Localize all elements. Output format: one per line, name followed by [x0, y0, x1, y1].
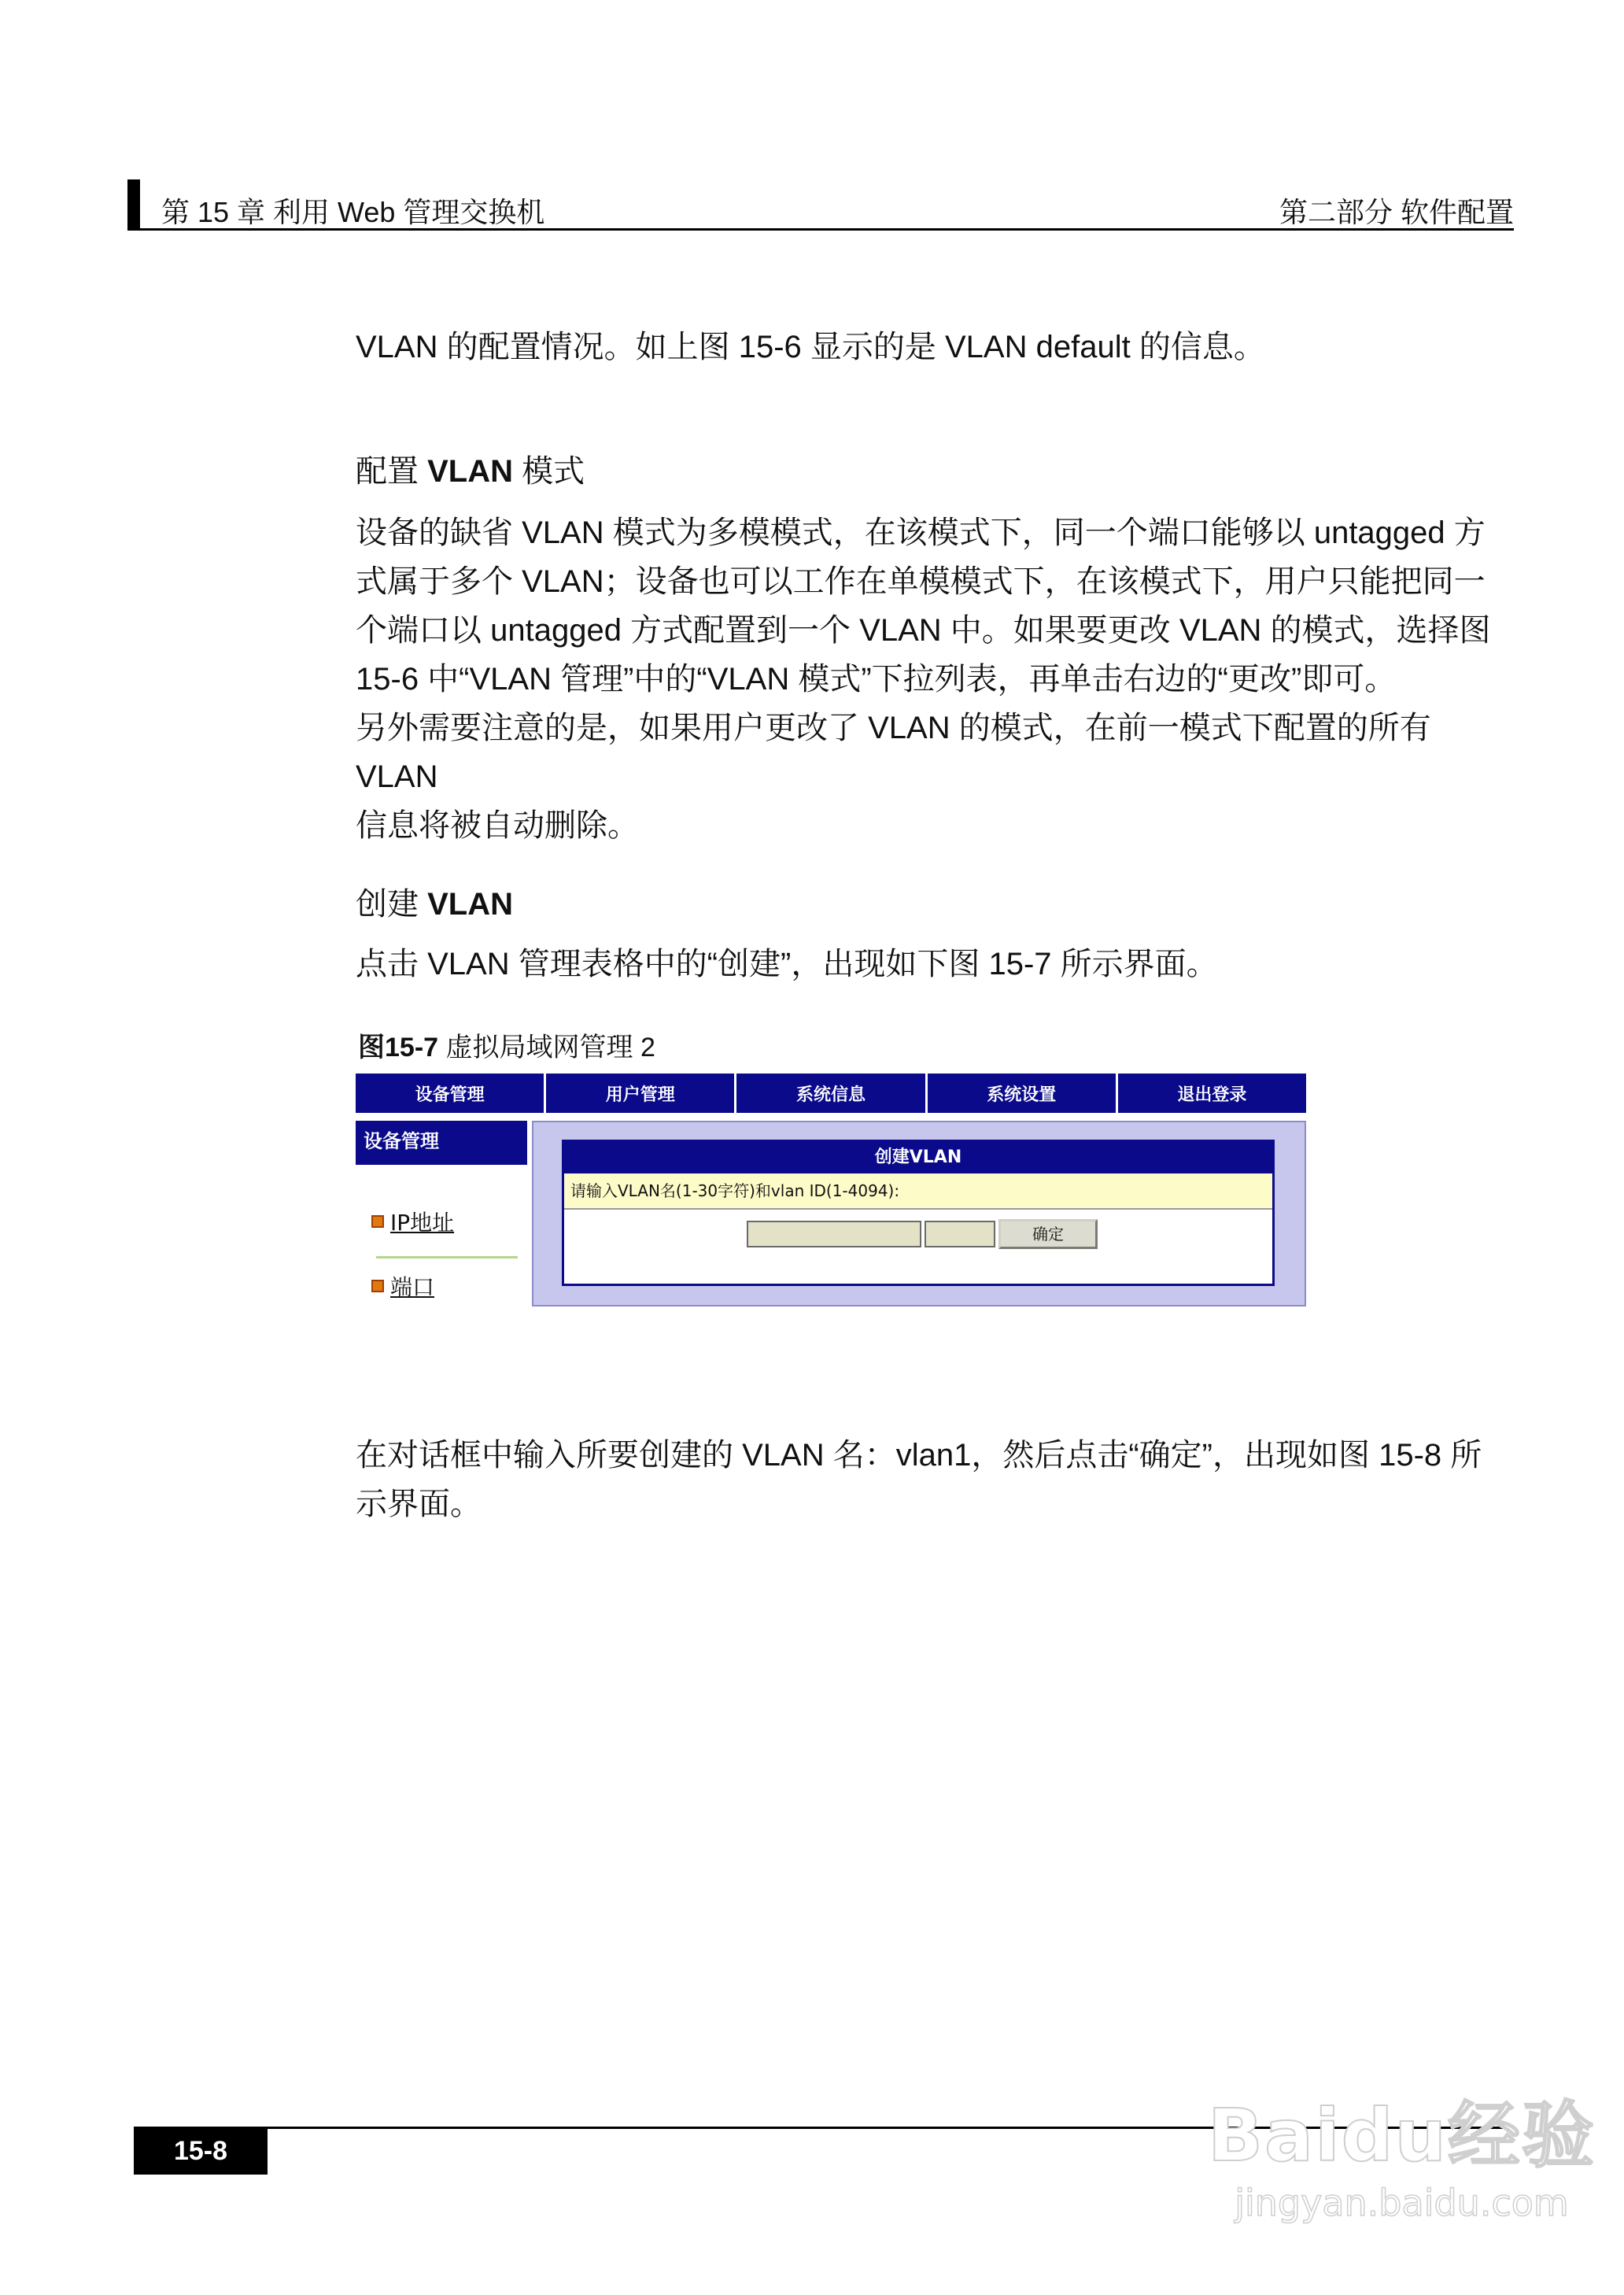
section-title-create-vlan: 创建 VLAN — [356, 887, 514, 922]
section-title-vlan-mode: 配置 VLAN 模式 — [356, 454, 585, 489]
header-bar — [127, 179, 140, 228]
dialog-title: 创建VLAN — [564, 1142, 1272, 1173]
intro-paragraph: VLAN 的配置情况。如上图 15-6 显示的是 VLAN default 的信息。 — [356, 330, 1265, 364]
watermark-url: jingyan.baidu.com — [1235, 2182, 1569, 2224]
text-line: 另外需要注意的是，如果用户更改了 VLAN 的模式，在前一模式下配置的所有 VLAN — [356, 711, 1431, 794]
top-nav — [356, 1074, 1306, 1113]
sidebar-title: 设备管理 — [356, 1121, 527, 1165]
sidebar-item-port[interactable] — [371, 1270, 434, 1302]
bullet-icon — [371, 1215, 384, 1228]
create-vlan-dialog — [562, 1140, 1275, 1286]
watermark-logo: Baidu经验 — [1207, 2094, 1596, 2178]
nav-system-info[interactable]: 系统信息 — [736, 1074, 927, 1113]
bullet-icon — [371, 1280, 384, 1292]
figure-caption: 图15-7 虚拟局域网管理 2 — [358, 1033, 655, 1062]
after-figure-paragraph — [356, 1431, 1504, 1528]
page-number: 15-8 — [134, 2127, 268, 2175]
baidu-watermark — [1208, 2078, 1596, 2224]
nav-system-settings[interactable]: 系统设置 — [928, 1074, 1118, 1113]
content-panel — [532, 1121, 1306, 1306]
sidebar-divider — [376, 1256, 518, 1258]
confirm-button[interactable]: 确定 — [998, 1219, 1098, 1249]
text-line: 设备的缺省 VLAN 模式为多模模式，在该模式下，同一个端口能够以 untagged 方 — [356, 516, 1486, 550]
text-line: 15-6 中“VLAN 管理”中的“VLAN 模式”下拉列表，再单击右边的“更改”即可。 — [356, 662, 1397, 697]
vlan-id-input[interactable] — [925, 1221, 995, 1247]
nav-device-management[interactable]: 设备管理 — [356, 1074, 546, 1113]
sidebar-item-ip-address[interactable] — [371, 1206, 454, 1237]
text-line: 式属于多个 VLAN；设备也可以工作在单模模式下，在该模式下，用户只能把同一 — [356, 564, 1486, 599]
header-rule — [127, 228, 1514, 231]
nav-user-management[interactable]: 用户管理 — [546, 1074, 736, 1113]
dialog-prompt: 请输入VLAN名(1-30字符)和vlan ID(1-4094): — [564, 1173, 1272, 1210]
sidebar-item-label: 端口 — [390, 1274, 435, 1300]
figure-15-7 — [356, 1074, 1306, 1310]
section-create-vlan-body: 点击 VLAN 管理表格中的“创建”，出现如下图 15-7 所示界面。 — [356, 947, 1218, 981]
text-line: 在对话框中输入所要创建的 VLAN 名：vlan1，然后点击“确定”，出现如图 15-8 所 — [356, 1438, 1482, 1473]
sidebar-item-label: IP地址 — [390, 1210, 455, 1236]
text-line: 示界面。 — [356, 1487, 482, 1521]
header-chapter: 第 15 章 利用 Web 管理交换机 — [161, 196, 545, 228]
vlan-name-input[interactable] — [747, 1221, 921, 1247]
text-line: 信息将被自动删除。 — [356, 808, 639, 843]
nav-logout[interactable]: 退出登录 — [1177, 1085, 1247, 1105]
section-vlan-mode-body — [356, 508, 1504, 850]
text-line: 个端口以 untagged 方式配置到一个 VLAN 中。如果要更改 VLAN 的模式，选择图 — [356, 613, 1491, 648]
header-section: 第二部分 软件配置 — [1279, 196, 1514, 228]
